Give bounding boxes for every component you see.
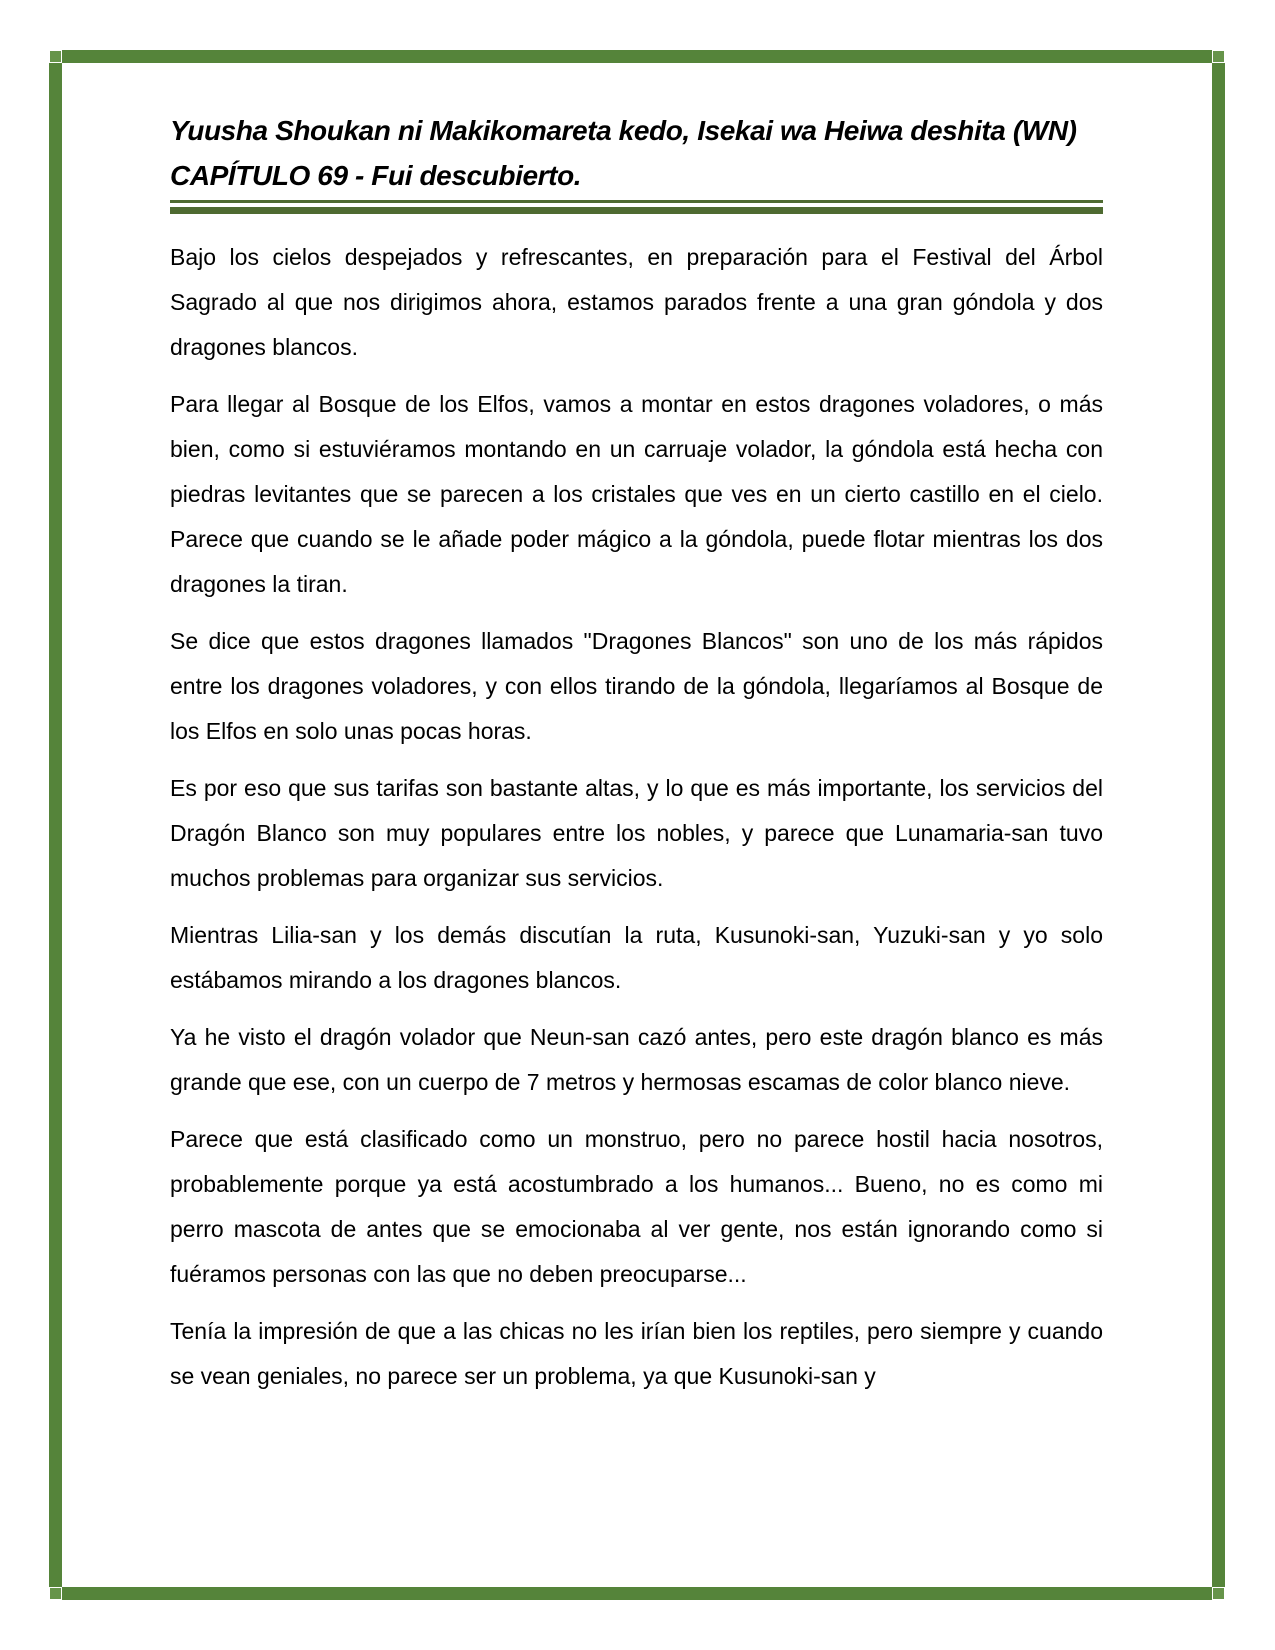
paragraph: Ya he visto el dragón volador que Neun-san cazó antes, pero este dragón blanco es más grande que ese, con un cuerpo de 7 metros y hermosas escamas de color blanco nieve. [170,1024,1103,1095]
document-title: Yuusha Shoukan ni Makikomareta kedo, Isekai wa Heiwa deshita (WN) [170,115,1077,146]
chapter-heading: CAPÍTULO 69 - Fui descubierto. [170,160,582,191]
border-corner-bottom-left [49,1587,62,1600]
border-corner-top-right [1212,50,1225,63]
border-corner-bottom-right [1212,1587,1225,1600]
body-text [170,235,1103,1399]
paragraph: Parece que está clasificado como un monstruo, pero no parece hostil hacia nosotros, probablemente porque ya está acostumbrado a los humanos... Bueno, no es como mi perro mascota de antes que se emocionaba al ver gente, nos están ignorando como si fuéramos personas con las que no deben preocuparse... [170,1126,1103,1287]
paragraph: Bajo los cielos despejados y refrescantes, en preparación para el Festival del Árbol Sagrado al que nos dirigimos ahora, estamos parados frente a una gran góndola y dos dragones blancos. [170,244,1103,360]
paragraph: Es por eso que sus tarifas son bastante altas, y lo que es más importante, los servicios del Dragón Blanco son muy populares entre los nobles, y parece que Lunamaria-san tuvo muchos problemas para organizar sus servicios. [170,775,1103,891]
paragraph: Se dice que estos dragones llamados "Dragones Blancos" son uno de los más rápidos entre los dragones voladores, y con ellos tirando de la góndola, llegaríamos al Bosque de los Elfos en solo unas pocas horas. [170,628,1103,744]
paragraph: Mientras Lilia-san y los demás discutían la ruta, Kusunoki-san, Yuzuki-san y yo solo estábamos mirando a los dragones blancos. [170,922,1103,993]
content-column [170,0,1103,1399]
paragraph: Para llegar al Bosque de los Elfos, vamos a montar en estos dragones voladores, o más bien, como si estuviéramos montando en un carruaje volador, la góndola está hecha con piedras levitantes que se parecen a los cristales que ves en un cierto castillo en el cielo. Parece que cuando se le añade poder mágico a la góndola, puede flotar mientras los dos dragones la tiran. [170,391,1103,597]
title-block [170,108,1103,198]
border-corner-top-left [49,50,62,63]
paragraph: Tenía la impresión de que a las chicas no les irían bien los reptiles, pero siempre y cuando se vean geniales, no parece ser un problema, ya que Kusunoki-san y [170,1318,1103,1389]
heading-divider-rule [170,200,1103,214]
